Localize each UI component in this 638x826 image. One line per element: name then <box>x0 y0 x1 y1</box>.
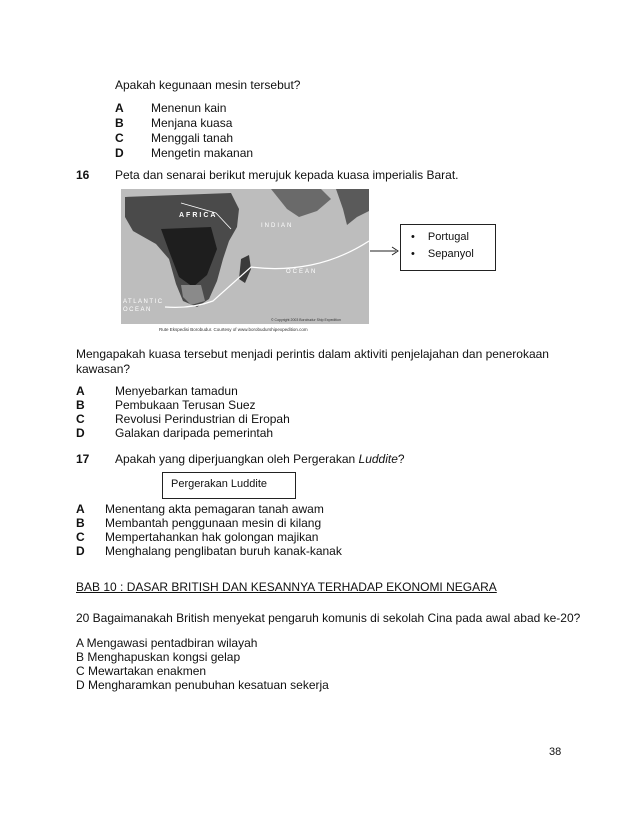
q16-option-text: Menyebarkan tamadun <box>115 384 238 398</box>
q15-option-letter: C <box>115 131 124 145</box>
page-number: 38 <box>549 746 562 758</box>
q16-option-letter: D <box>76 426 85 440</box>
luddite-box <box>162 472 296 499</box>
q16-question <box>76 347 576 377</box>
list-item <box>411 248 474 260</box>
list-item-label: Portugal <box>427 231 469 243</box>
q17-option-text: Menghalang penglibatan buruh kanak-kanak <box>105 544 342 558</box>
map-caption: Rute Ekspedisi Borobudur. Courtesy of www.borobudurshipexpedition.com <box>159 327 308 332</box>
q16-option-text: Revolusi Perindustrian di Eropah <box>115 412 290 426</box>
q17-number: 17 <box>76 452 90 466</box>
q17-option-letter: B <box>76 516 85 530</box>
q17-option-text: Mempertahankan hak golongan majikan <box>105 530 319 544</box>
map-label-atlantic: ATLANTIC <box>123 299 164 305</box>
q16-option-letter: A <box>76 384 85 398</box>
q20-option: A Mengawasi pentadbiran wilayah <box>76 636 258 650</box>
luddite-box-label: Pergerakan Luddite <box>171 478 268 490</box>
q20-stem: 20 Bagaimanakah British menyekat pengaruh komunis di sekolah Cina pada awal abad ke-20? <box>76 611 581 625</box>
q16-option-text: Pembukaan Terusan Suez <box>115 398 256 412</box>
map-label-africa: AFRICA <box>179 212 218 219</box>
q17-option-letter: A <box>76 502 85 516</box>
map-label-ocean-1: OCEAN <box>286 269 318 275</box>
q16-option-letter: B <box>76 398 85 412</box>
q15-option-letter: B <box>115 116 124 130</box>
q15-option-text: Menjana kuasa <box>151 116 233 130</box>
q20-option: D Mengharamkan penubuhan kesatuan sekerja <box>76 678 329 692</box>
q16-number: 16 <box>76 168 90 182</box>
q15-option-letter: A <box>115 101 124 115</box>
list-item <box>411 231 469 243</box>
q17-stem-italic: Luddite <box>358 452 398 466</box>
map-label-indian: INDIAN <box>261 223 294 229</box>
arrow-icon <box>370 244 400 258</box>
q17-option-text: Menentang akta pemagaran tanah awam <box>105 502 324 516</box>
map-label-ocean-2: OCEAN <box>123 307 152 313</box>
bullet-icon: • <box>411 248 415 260</box>
q20-option: C Mewartakan enakmen <box>76 664 207 678</box>
q17-option-letter: D <box>76 544 85 558</box>
q16-question-text: Mengapakah kuasa tersebut menjadi perintis dalam aktiviti penjelajahan dan penerokaan kawasan? <box>76 347 549 376</box>
q15-option-letter: D <box>115 146 124 160</box>
q17-option-text: Membantah penggunaan mesin di kilang <box>105 516 322 530</box>
q15-option-text: Menenun kain <box>151 101 227 115</box>
q17-stem-end: ? <box>397 452 405 466</box>
q15-option-text: Menggali tanah <box>151 131 234 145</box>
imperial-powers-box <box>400 224 496 271</box>
q16-stem: Peta dan senarai berikut merujuk kepada kuasa imperialis Barat. <box>115 168 459 182</box>
q15-stem: Apakah kegunaan mesin tersebut? <box>115 78 301 92</box>
section-heading: BAB 10 : DASAR BRITISH DAN KESANNYA TERHADAP EKONOMI NEGARA <box>76 580 497 594</box>
map-image <box>121 189 369 334</box>
q17-stem <box>115 452 405 466</box>
q20-option: B Menghapuskan kongsi gelap <box>76 650 241 664</box>
q16-option-letter: C <box>76 412 85 426</box>
q17-option-letter: C <box>76 530 85 544</box>
bullet-icon: • <box>411 231 415 243</box>
list-item-label: Sepanyol <box>427 248 474 260</box>
map-copyright: © Copyright 2003 Borobudur Ship Expedition <box>271 318 341 322</box>
q15-option-text: Mengetin makanan <box>151 146 254 160</box>
q16-option-text: Galakan daripada pemerintah <box>115 426 274 440</box>
q17-stem-text: Apakah yang diperjuangkan oleh Pergerakan <box>115 452 359 466</box>
